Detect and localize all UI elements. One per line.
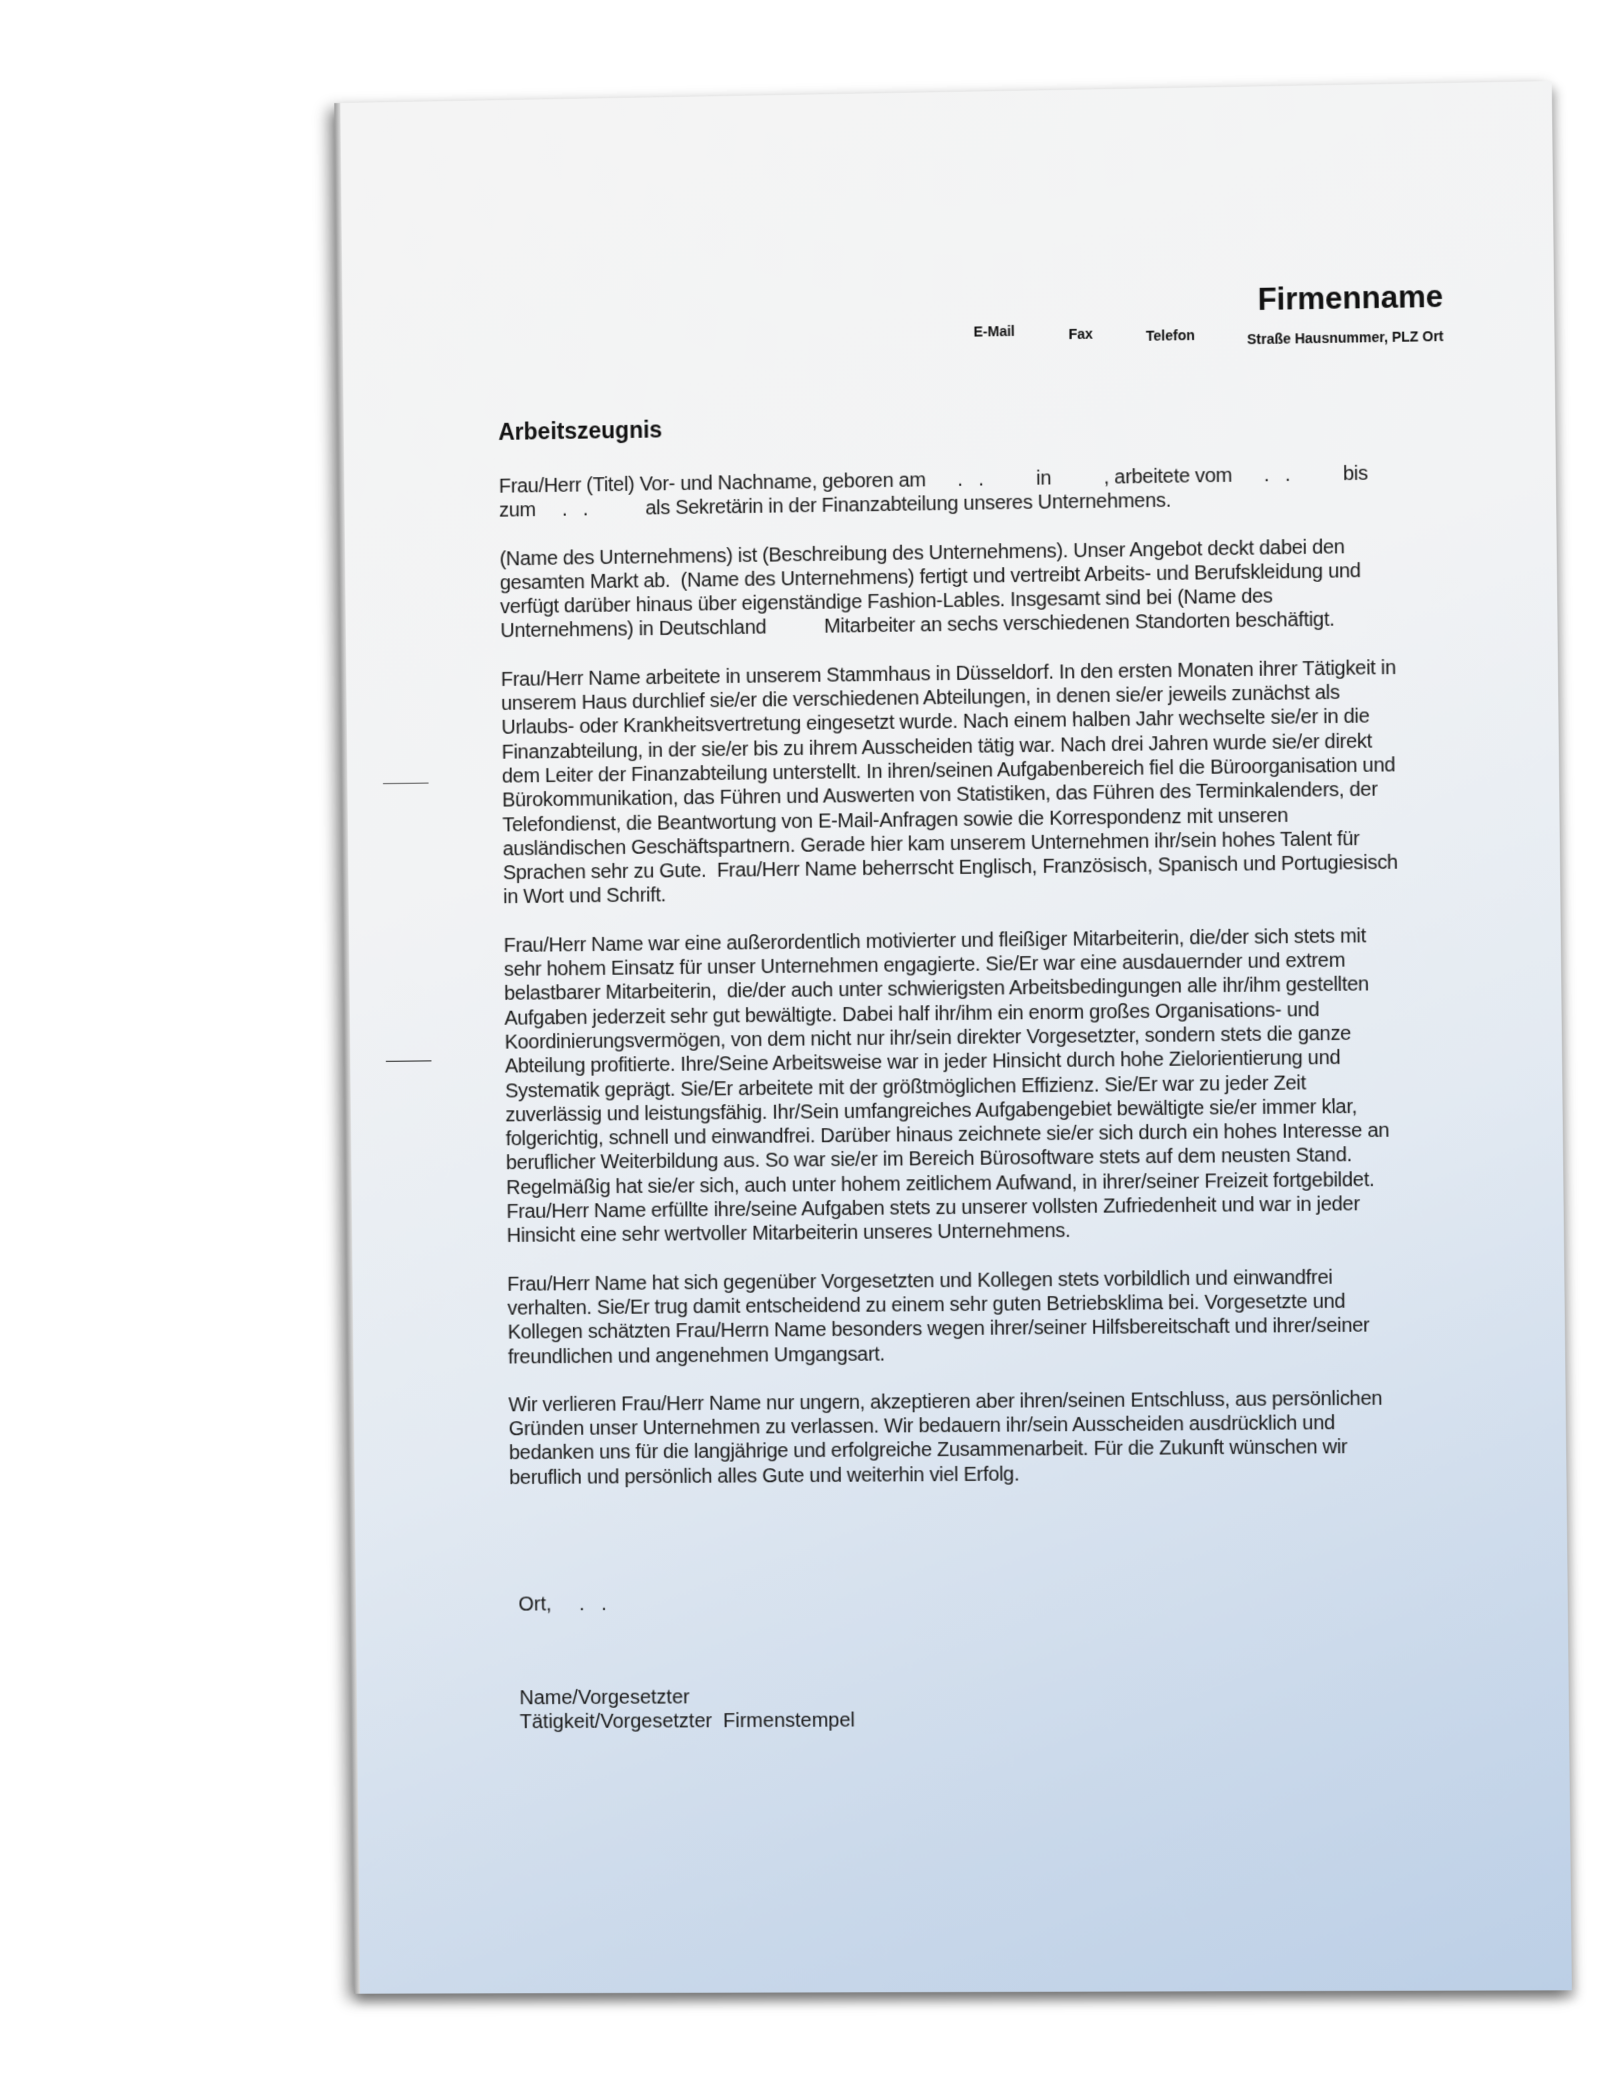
text-line: (Name des Unternehmens) ist (Beschreibung des Unternehmens). Unser Angebot deckt dabei den: [499, 535, 1345, 571]
text-line: Wir verlieren Frau/Herr Name nur ungern, akzeptieren aber ihren/seinen Entschluss, aus persönlichen: [508, 1387, 1383, 1417]
text-line: unserem Haus durchlief sie/er die verschiedenen Abteilungen, in denen sie/er jeweils zunächst als: [501, 681, 1340, 715]
text-line: Kollegen schätzten Frau/Herrn Name besonders wegen ihrer/seiner Hilfsbereitschaft und ihrer/seiner: [507, 1314, 1370, 1344]
text-line: Unternehmens) in Deutschland Mitarbeiter an sechs verschiedenen Standorten beschäftigt.: [500, 609, 1335, 643]
text-line: in Wort und Schrift.: [503, 884, 666, 909]
text-line: Systematik geprägt. Sie/Er arbeitete mit der größtmöglichen Effizienz. Sie/Er war zu jeder Zeit: [505, 1071, 1306, 1102]
text-line: bedanken uns für die langjährige und erfolgreiche Zusammenarbeit. Für die Zukunft wünschen wir: [508, 1436, 1348, 1465]
phone-label: Telefon: [1145, 326, 1195, 344]
text-line: Bürokommunikation, das Führen und Auswerten von Statistiken, das Führen des Terminkalenders, der: [502, 778, 1378, 812]
document-page: [334, 81, 1572, 1994]
text-line: Gründen unser Unternehmen zu verlassen. Wir bedauern ihr/sein Ausscheiden ausdrücklich und: [508, 1412, 1336, 1441]
text-line: Sprachen sehr zu Gute. Frau/Herr Name beherrscht Englisch, Französisch, Spanisch und Portugiesisch: [502, 851, 1398, 885]
text-line: zum . . als Sekretärin in der Finanzabteilung unseres Unternehmens.: [499, 489, 1172, 522]
text-line: Telefondienst, die Beantwortung von E-Mail-Anfragen sowie die Korrespondenz mit unseren: [502, 804, 1289, 837]
company-name: Firmenname: [1257, 278, 1444, 317]
text-line: Urlaubs- oder Krankheitsvertretung eingesetzt wurde. Nach einem halben Jahr wechselte sie/er in die: [501, 705, 1370, 740]
punch-mark: [386, 1060, 432, 1061]
text-line: Frau/Herr Name arbeitete in unserem Stammhaus in Düsseldorf. In den ersten Monaten ihrer Tätigkeit in: [500, 656, 1397, 691]
fax-label: Fax: [1068, 325, 1093, 343]
paragraph-farewell: [508, 1386, 1500, 1490]
paragraph-conduct: [507, 1264, 1499, 1369]
document-title: Arbeitszeugnis: [498, 416, 663, 445]
page-edge: [334, 103, 360, 1994]
text-line: sehr hohem Einsatz für unser Unternehmen engagierte. Sie/Er war eine ausdauernder und extrem: [503, 949, 1346, 981]
text-line: freundlichen und angenehmen Umgangsart.: [507, 1343, 886, 1368]
text-line: Frau/Herr Name war eine außerordentlich motivierter und fleißiger Mitarbeiterin, die/der sich stets mit: [503, 925, 1367, 957]
text-line: Frau/Herr Name hat sich gegenüber Vorgesetzten und Kollegen stets vorbildlich und einwandfrei: [507, 1266, 1333, 1296]
text-line: Frau/Herr Name erfüllte ihre/seine Aufgaben stets zu unserer vollsten Zufriedenheit und war in jeder: [506, 1193, 1360, 1224]
text-line: Regelmäßig hat sie/er sich, auch unter hohem zeitlichem Aufwand, in ihrer/seiner Freizeit fortgebildet.: [506, 1168, 1375, 1199]
text-line: Aufgaben jederzeit sehr gut bewältigte. Dabei half ihr/ihm ein enorm großes Organisations- und: [504, 998, 1320, 1030]
text-line: verfügt darüber hinaus über eigenständige Fashion-Lables. Insgesamt sind bei (Name des: [500, 585, 1273, 619]
text-line: zuverlässig und leistungsfähig. Ihr/Sein umfangreiches Aufgabengebiet bewältigte sie/er immer klar,: [505, 1095, 1357, 1127]
paragraph-intro: [499, 460, 1490, 523]
text-line: verhalten. Sie/Er trug damit entscheidend zu einem sehr guten Betriebsklima bei. Vorgesetzte und: [507, 1290, 1346, 1320]
paragraph-company: [500, 533, 1491, 644]
email-label: E-Mail: [973, 322, 1015, 340]
text-line: Abteilung profitierte. Ihre/Seine Arbeitsweise war in jeder Hinsicht durch hohe Zielorientierung und: [504, 1047, 1341, 1078]
address-label: Straße Hausnummer, PLZ Ort: [1246, 327, 1444, 348]
text-line: Frau/Herr (Titel) Vor- und Nachname, geboren am . . in , arbeitete vom . . bis: [498, 462, 1368, 498]
text-line: Hinsicht eine sehr wertvoller Mitarbeiterin unseres Unternehmens.: [506, 1220, 1071, 1248]
text-line: Koordinierungsvermögen, von dem nicht nur ihr/sein direkter Vorgesetzter, sondern stets die ganze: [504, 1022, 1352, 1054]
text-line: beruflich und persönlich alles Gute und weiterhin viel Erfolg.: [509, 1463, 1020, 1489]
text-line: folgerichtig, schnell und einwandfrei. Darüber hinaus zeichnete sie/er sich durch ein hohes Interesse an: [505, 1119, 1390, 1151]
text-line: ausländischen Geschäftspartnern. Gerade hier kam unserem Unternehmen ihr/sein hohes Talent für: [502, 827, 1360, 861]
paragraph-performance: [504, 923, 1498, 1249]
text-line: beruflicher Weiterbildung aus. So war sie/er im Bereich Bürosoftware stets auf dem neusten Stand.: [505, 1144, 1353, 1175]
signatory-role: Tätigkeit/Vorgesetzter Firmenstempel: [519, 1709, 856, 1734]
text-line: dem Leiter der Finanzabteilung unterstellt. In ihren/seinen Aufgabenbereich fiel die Büroorganisation und: [501, 754, 1396, 788]
signatory-name: Name/Vorgesetzter: [519, 1686, 690, 1710]
paragraph-duties: [501, 654, 1494, 909]
text-line: gesamten Markt ab. (Name des Unternehmens) fertigt und vertreibt Arbeits- und Berufskleidung und: [499, 559, 1361, 595]
document-body: [499, 460, 1500, 1514]
fold-mark: [383, 783, 429, 785]
place-date: Ort, . .: [518, 1593, 607, 1616]
text-line: Finanzabteilung, in der sie/er bis zu ihrem Ausscheiden tätig war. Nach drei Jahren wurde sie/er direkt: [501, 730, 1373, 764]
text-line: belastbarer Mitarbeiterin, die/der auch unter schwierigsten Arbeitsbedingungen alle ihr/ihm gestellten: [504, 973, 1370, 1006]
